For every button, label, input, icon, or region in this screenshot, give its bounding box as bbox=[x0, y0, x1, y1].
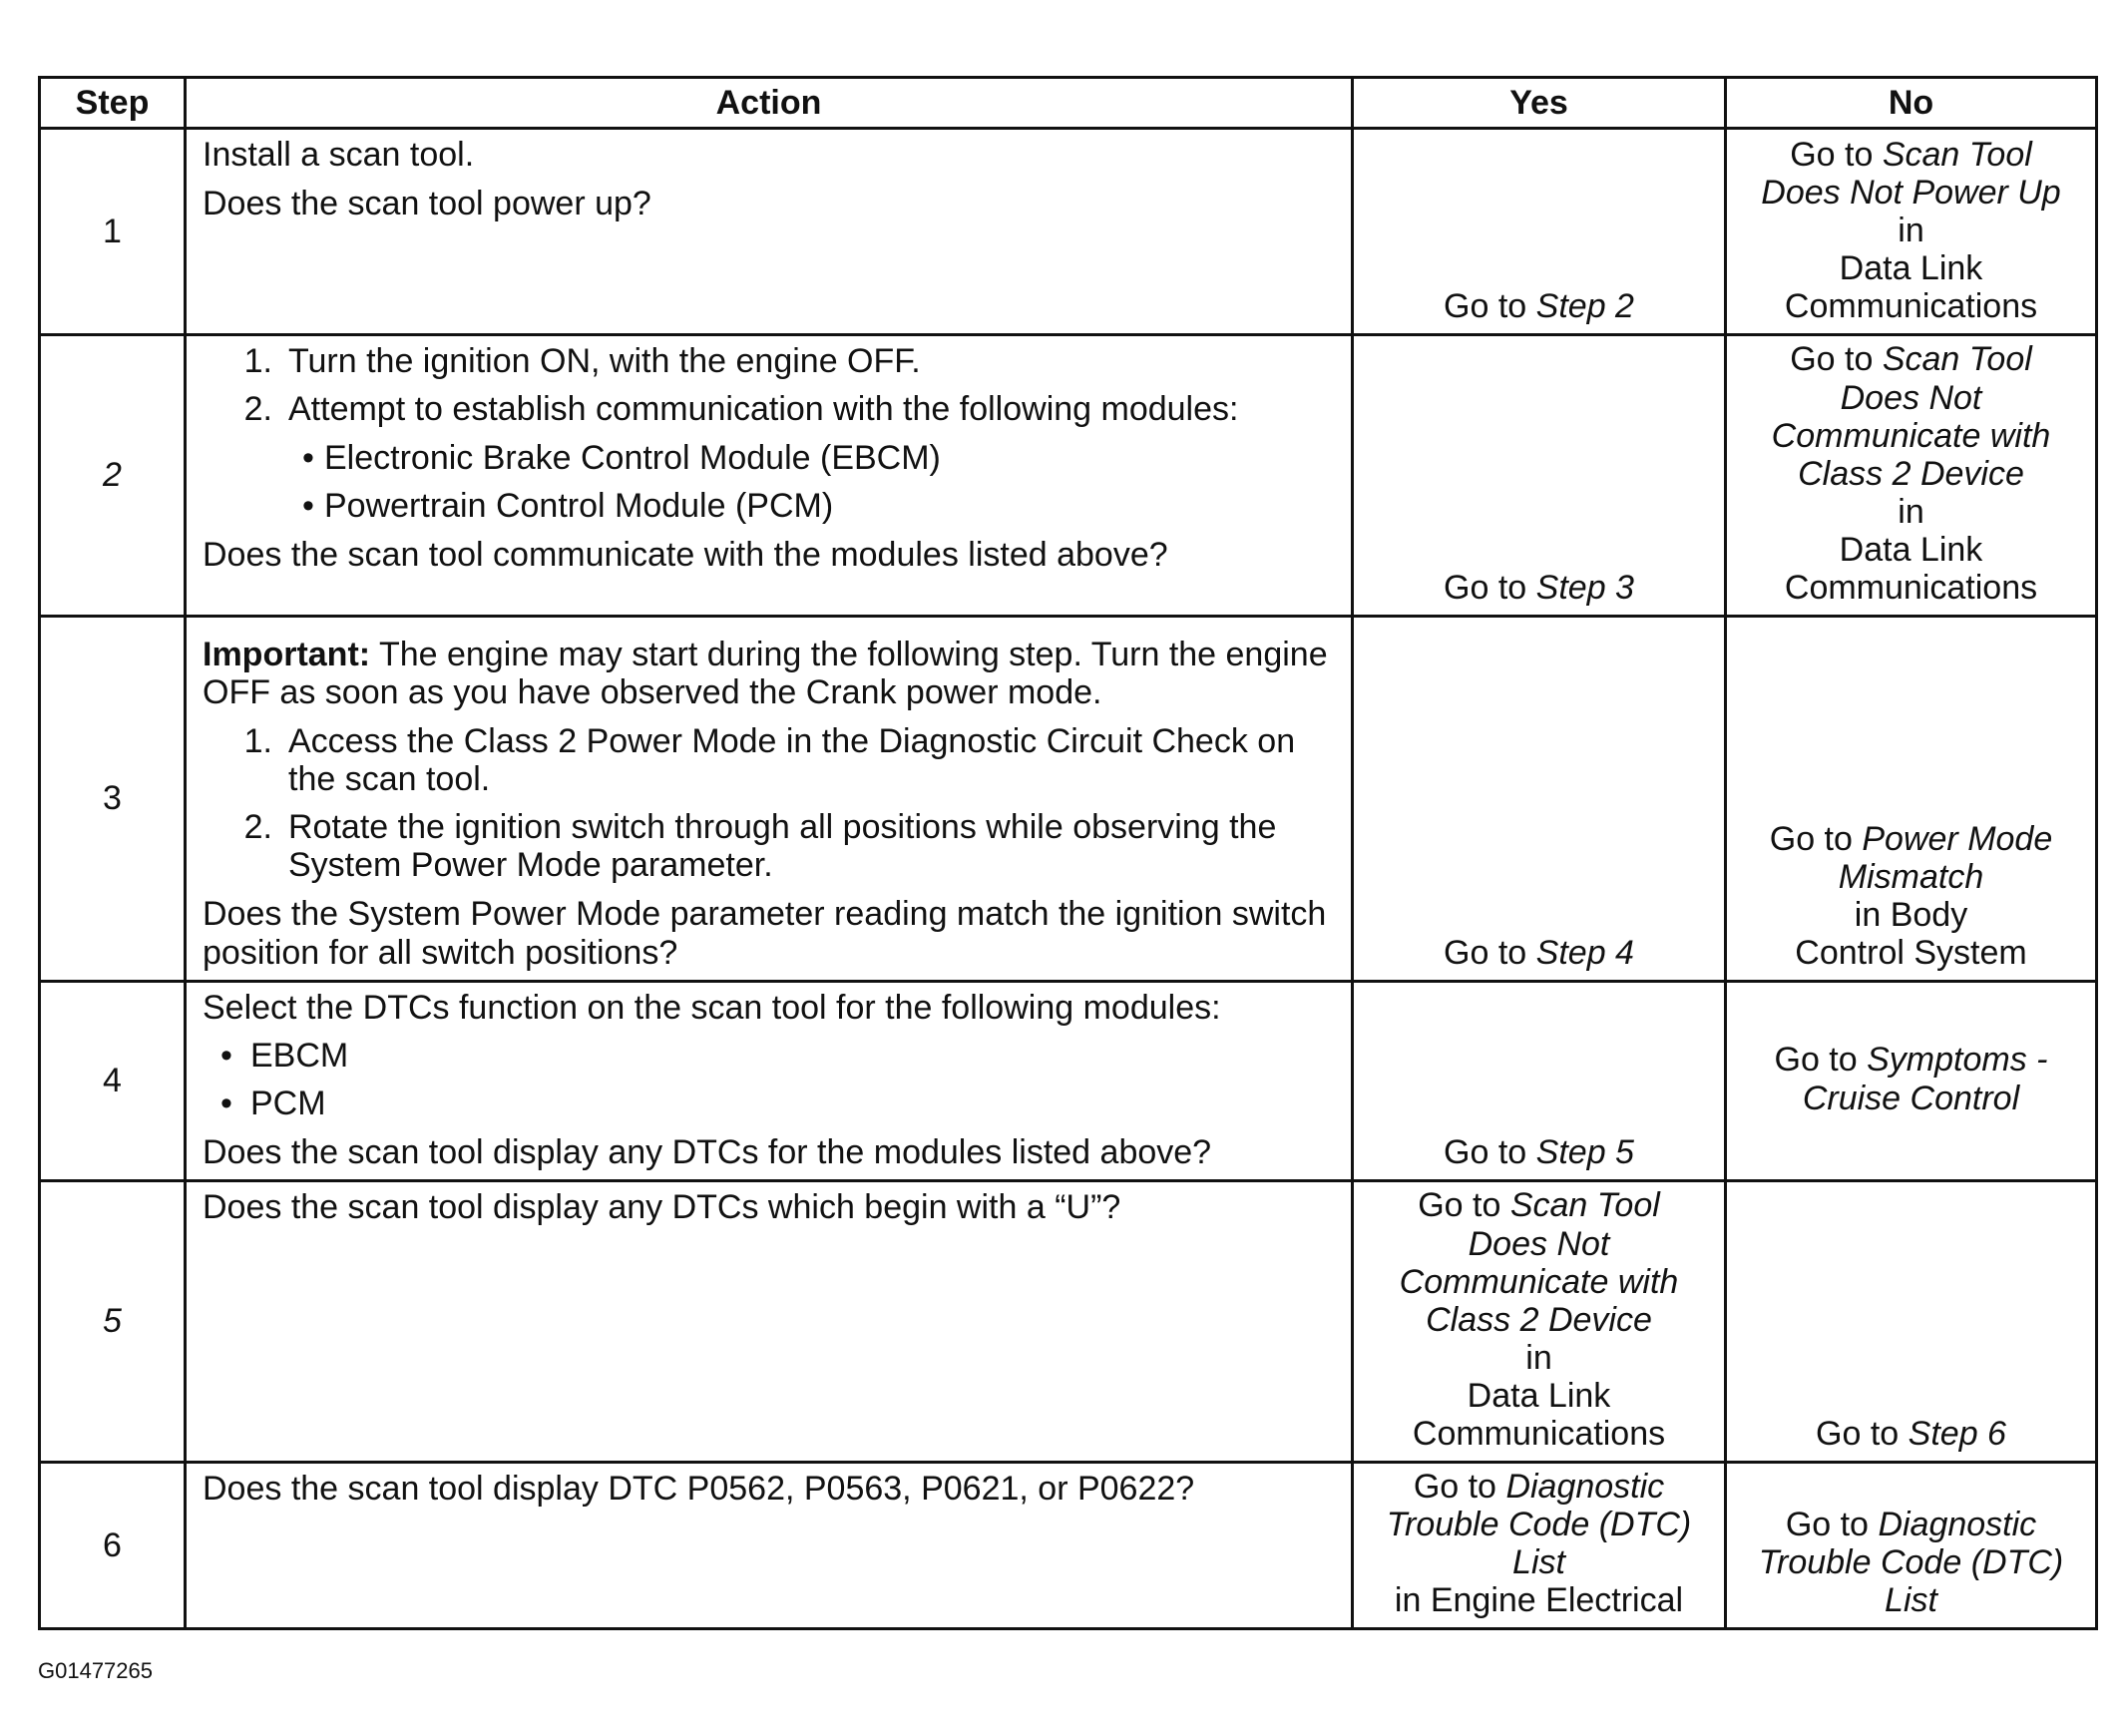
procedure-link[interactable]: Mismatch bbox=[1838, 857, 1984, 896]
header-yes: Yes bbox=[1353, 78, 1726, 129]
no-cell bbox=[1726, 982, 2097, 1181]
table-row bbox=[40, 1463, 2097, 1629]
yes-cell bbox=[1353, 617, 1726, 982]
list-item bbox=[203, 808, 1337, 884]
header-action: Action bbox=[186, 78, 1353, 129]
yes-cell bbox=[1353, 335, 1726, 617]
yes-cell bbox=[1353, 129, 1726, 335]
in-text: in Body bbox=[1854, 895, 1968, 934]
step-number: 3 bbox=[40, 617, 186, 982]
goto-prefix: Go to bbox=[1790, 340, 1874, 379]
action-cell bbox=[186, 982, 1353, 1181]
bullet-icon: • bbox=[302, 439, 314, 478]
diagnostic-table bbox=[38, 76, 2098, 1630]
procedure-link[interactable]: Symptoms - bbox=[1867, 1041, 2048, 1080]
list-item bbox=[220, 1085, 1337, 1122]
action-cell bbox=[186, 617, 1353, 982]
no-cell bbox=[1726, 129, 2097, 335]
step-number: 4 bbox=[40, 982, 186, 1181]
list-item bbox=[302, 439, 1337, 477]
procedure-link[interactable]: Does Not Power Up bbox=[1761, 173, 2061, 212]
bullet-icon: • bbox=[220, 1037, 232, 1076]
procedure-link[interactable]: List bbox=[1885, 1581, 1937, 1620]
section-name: Data Link bbox=[1839, 248, 1983, 287]
procedure-link[interactable]: Diagnostic bbox=[1505, 1468, 1665, 1506]
table-row bbox=[40, 335, 2097, 617]
procedure-link[interactable]: Communicate with bbox=[1399, 1262, 1679, 1301]
procedure-link[interactable]: Scan Tool bbox=[1509, 1186, 1660, 1225]
item-text: Rotate the ignition switch through all positions while observing the System Power Mode parameter. bbox=[288, 808, 1277, 885]
procedure-link[interactable]: Communicate with bbox=[1771, 416, 2051, 455]
action-cell bbox=[186, 129, 1353, 335]
action-question: Does the System Power Mode parameter reading match the ignition switch position for all switch positions? bbox=[203, 895, 1327, 972]
no-cell bbox=[1726, 1463, 2097, 1629]
goto-prefix: Go to bbox=[1774, 1041, 1858, 1080]
step-number: 1 bbox=[40, 129, 186, 335]
item-number: 2. bbox=[243, 390, 272, 429]
procedure-link[interactable]: Class 2 Device bbox=[1798, 454, 2024, 493]
item-number: 1. bbox=[243, 722, 272, 761]
procedure-link[interactable]: Scan Tool bbox=[1882, 135, 2032, 174]
in-text: in bbox=[1898, 211, 1924, 249]
important-note bbox=[203, 636, 1337, 711]
step-link[interactable]: Step 4 bbox=[1535, 933, 1634, 972]
procedure-link[interactable]: Does Not bbox=[1468, 1224, 1610, 1263]
in-text: in bbox=[1898, 492, 1924, 531]
section-name: Communications bbox=[1412, 1414, 1666, 1453]
header-no: No bbox=[1726, 78, 2097, 129]
procedure-link[interactable]: List bbox=[1512, 1543, 1565, 1582]
item-text: Turn the ignition ON, with the engine OFF. bbox=[288, 342, 921, 380]
no-cell bbox=[1726, 1181, 2097, 1463]
bullet-list bbox=[203, 439, 1337, 525]
list-item bbox=[302, 487, 1337, 525]
bullet-icon: • bbox=[302, 487, 314, 526]
goto-prefix: Go to bbox=[1444, 1132, 1527, 1171]
table-row bbox=[40, 1181, 2097, 1463]
procedure-link[interactable]: Cruise Control bbox=[1802, 1079, 2020, 1117]
action-text: Install a scan tool. bbox=[203, 136, 475, 174]
list-item bbox=[220, 1037, 1337, 1075]
procedure-link[interactable]: Power Mode bbox=[1862, 819, 2053, 858]
section-name: Data Link bbox=[1839, 530, 1983, 569]
no-cell bbox=[1726, 617, 2097, 982]
in-text: in bbox=[1525, 1338, 1552, 1377]
list-item bbox=[203, 722, 1337, 798]
action-question: Does the scan tool display DTC P0562, P0563, P0621, or P0622? bbox=[203, 1470, 1195, 1508]
item-text: Electronic Brake Control Module (EBCM) bbox=[324, 439, 941, 478]
procedure-link[interactable]: Scan Tool bbox=[1882, 340, 2032, 379]
list-item bbox=[203, 342, 1337, 380]
procedure-link[interactable]: Trouble Code (DTC) bbox=[1758, 1543, 2064, 1582]
goto-prefix: Go to bbox=[1418, 1186, 1501, 1225]
action-cell bbox=[186, 1181, 1353, 1463]
section-name: Communications bbox=[1784, 568, 2038, 607]
table-row bbox=[40, 129, 2097, 335]
important-label: Important: bbox=[203, 636, 371, 673]
action-cell bbox=[186, 1463, 1353, 1629]
section-name: Data Link bbox=[1467, 1376, 1611, 1415]
step-link[interactable]: Step 6 bbox=[1908, 1414, 2006, 1453]
procedure-link[interactable]: Diagnostic bbox=[1878, 1506, 2037, 1544]
action-text: Select the DTCs function on the scan tool for the following modules: bbox=[203, 989, 1221, 1027]
item-text: Attempt to establish communication with the following modules: bbox=[288, 390, 1239, 429]
action-cell bbox=[186, 335, 1353, 617]
section-name: Control System bbox=[1795, 933, 2027, 972]
goto-prefix: Go to bbox=[1444, 568, 1527, 607]
header-step: Step bbox=[40, 78, 186, 129]
goto-prefix: Go to bbox=[1816, 1414, 1900, 1453]
action-question: Does the scan tool communicate with the modules listed above? bbox=[203, 536, 1168, 575]
bullet-list bbox=[203, 1037, 1337, 1122]
table-row bbox=[40, 982, 2097, 1181]
item-text: Access the Class 2 Power Mode in the Diagnostic Circuit Check on the scan tool. bbox=[288, 722, 1296, 799]
step-number: 2 bbox=[40, 335, 186, 617]
section-name: Communications bbox=[1784, 286, 2038, 325]
goto-prefix: Go to bbox=[1785, 1506, 1869, 1544]
yes-cell bbox=[1353, 1463, 1726, 1629]
procedure-link[interactable]: Trouble Code (DTC) bbox=[1386, 1506, 1692, 1544]
goto-prefix: Go to bbox=[1444, 933, 1527, 972]
item-number: 2. bbox=[243, 808, 272, 847]
goto-prefix: Go to bbox=[1444, 286, 1527, 325]
document-code: G01477265 bbox=[38, 1658, 153, 1683]
list-item bbox=[203, 390, 1337, 428]
action-question: Does the scan tool display any DTCs which begin with a “U”? bbox=[203, 1188, 1121, 1226]
step-link[interactable]: Step 5 bbox=[1535, 1132, 1634, 1171]
in-text: in Engine Electrical bbox=[1394, 1581, 1684, 1620]
goto-prefix: Go to bbox=[1769, 819, 1853, 858]
goto-prefix: Go to bbox=[1413, 1468, 1496, 1506]
step-number: 6 bbox=[40, 1463, 186, 1629]
action-question: Does the scan tool display any DTCs for the modules listed above? bbox=[203, 1133, 1212, 1172]
yes-cell bbox=[1353, 1181, 1726, 1463]
goto-prefix: Go to bbox=[1790, 135, 1874, 174]
numbered-list bbox=[203, 342, 1337, 428]
bullet-icon: • bbox=[220, 1085, 232, 1123]
step-link[interactable]: Step 2 bbox=[1535, 286, 1634, 325]
step-number: 5 bbox=[40, 1181, 186, 1463]
table-row bbox=[40, 617, 2097, 982]
procedure-link[interactable]: Class 2 Device bbox=[1426, 1300, 1652, 1339]
no-cell bbox=[1726, 335, 2097, 617]
item-number: 1. bbox=[243, 342, 272, 380]
yes-cell bbox=[1353, 982, 1726, 1181]
header-row bbox=[40, 78, 2097, 129]
action-question: Does the scan tool power up? bbox=[203, 185, 651, 223]
item-text: Powertrain Control Module (PCM) bbox=[324, 487, 834, 526]
important-text: The engine may start during the following step. Turn the engine OFF as soon as you have observed the Crank power mode. bbox=[203, 636, 1328, 712]
procedure-link[interactable]: Does Not bbox=[1840, 378, 1982, 417]
numbered-list bbox=[203, 722, 1337, 884]
step-link[interactable]: Step 3 bbox=[1535, 568, 1634, 607]
item-text: PCM bbox=[250, 1085, 326, 1123]
item-text: EBCM bbox=[250, 1037, 349, 1076]
